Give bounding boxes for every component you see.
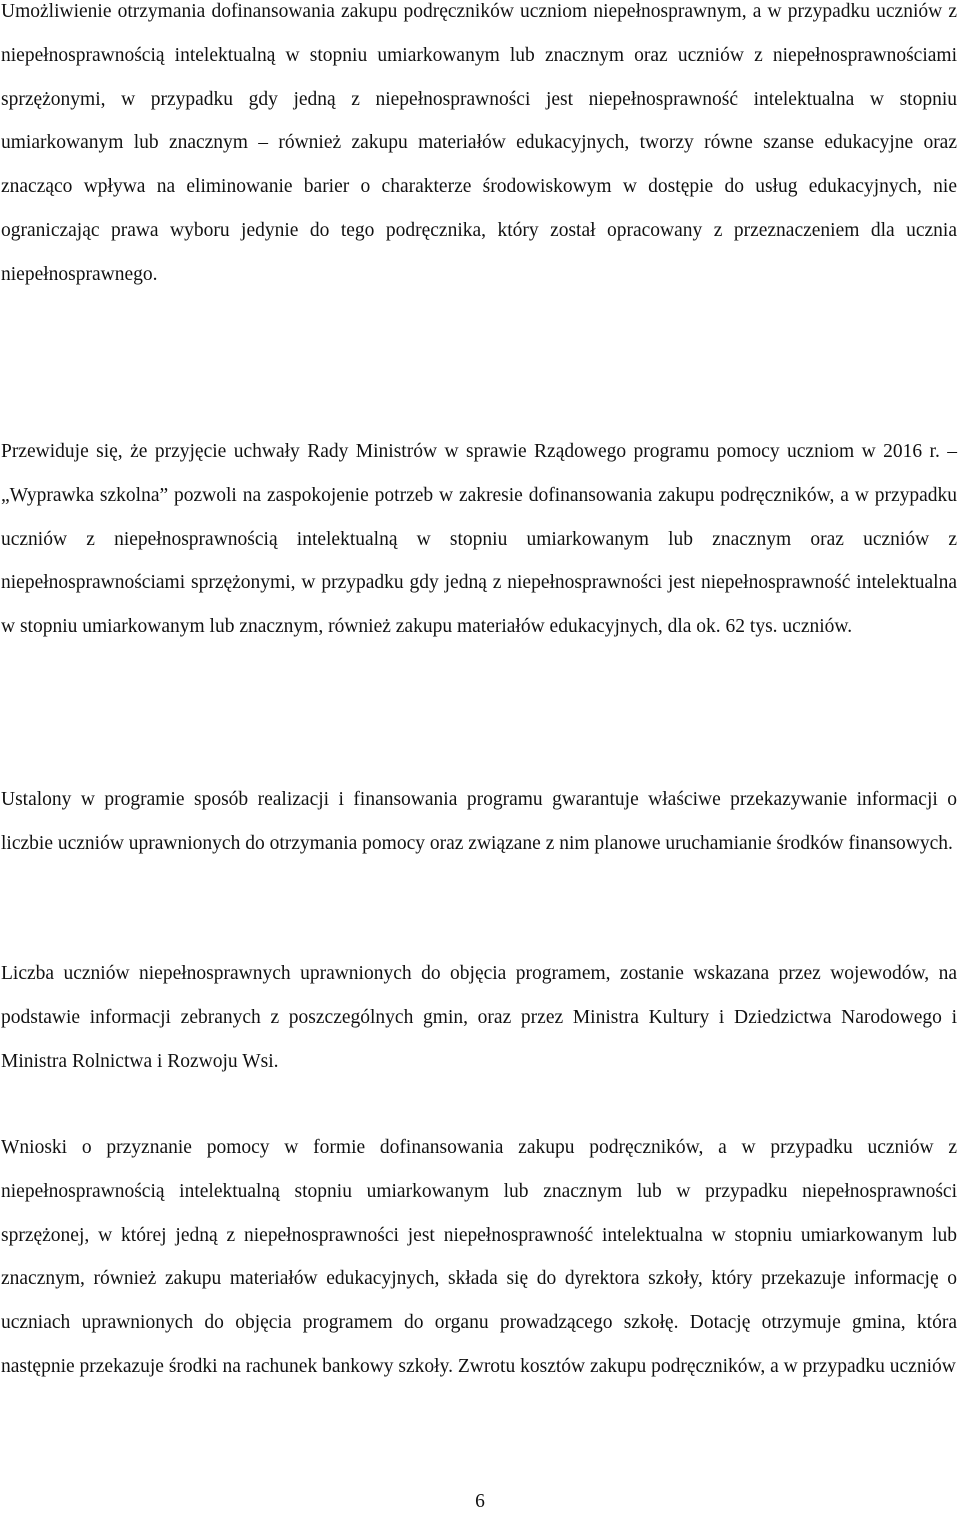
paragraph-number-of-students: Liczba uczniów niepełnosprawnych uprawnionych do objęcia programem, zostanie wskazana przez wojewodów, na podstawie informacji zebranych z poszczególnych gmin, oraz przez Ministra Kultury i Dziedzictwa Narodowego i Ministra Rolnictwa i Rozwoju Wsi. xyxy=(1,963,957,1072)
paragraph-program-implementation: Ustalony w programie sposób realizacji i finansowania programu gwarantuje właściwe przekazywanie informacji o liczbie uczniów uprawnionych do otrzymania pomocy oraz związane z nim planowe uruchamianie środków finansowych. xyxy=(1,789,957,854)
page-number: 6 xyxy=(475,1491,485,1512)
paragraph-resolution-wyprawka: Przewiduje się, że przyjęcie uchwały Rady Ministrów w sprawie Rządowego programu pomocy uczniom w 2016 r. – „Wyprawka szkolna” pozwoli na zaspokojenie potrzeb w zakresie dofinansowania zakupu podręczników, a w przypadku uczniów z niepełnosprawnością intelektualną w stopniu umiarkowanym lub znacznym oraz uczniów z niepełnosprawnościami sprzężonymi, w przypadku gdy jedną z niepełnosprawności jest niepełnosprawność intelektualna w stopniu umiarkowanym lub znacznym, również zakupu materiałów edukacyjnych, dla ok. 62 tys. uczniów. xyxy=(1,441,957,638)
paragraph-applications: Wnioski o przyznanie pomocy w formie dofinansowania zakupu podręczników, a w przypadku uczniów z niepełnosprawnością intelektualną stopniu umiarkowanym lub znacznym lub w przypadku niepełnosprawności sprzężonej, w której jedną z niepełnosprawności jest niepełnosprawność intelektualna w stopniu umiarkowanym lub znacznym, również zakupu materiałów edukacyjnych, składa się do dyrektora szkoły, który przekazuje informację o uczniach uprawnionych do objęcia programem do organu prowadzącego szkołę. Dotację otrzymuje gmina, która następnie przekazuje środki na rachunek bankowy szkoły. Zwrotu kosztów zakupu podręczników, a w przypadku uczniów xyxy=(1,1137,957,1377)
paragraph-funding-equal-opportunities: Umożliwienie otrzymania dofinansowania zakupu podręczników uczniom niepełnosprawnym, a w przypadku uczniów z niepełnosprawnością intelektualną w stopniu umiarkowanym lub znacznym oraz uczniów z niepełnosprawnościami sprzężonymi, w przypadku gdy jedną z niepełnosprawności jest niepełnosprawność intelektualna w stopniu umiarkowanym lub znacznym – również zakupu materiałów edukacyjnych, tworzy równe szanse edukacyjne oraz znacząco wpływa na eliminowanie barier o charakterze środowiskowym w dostępie do usług edukacyjnych, nie ograniczając prawa wyboru jedynie do tego podręcznika, który został opracowany z przeznaczeniem dla ucznia niepełnosprawnego. xyxy=(1,1,957,285)
